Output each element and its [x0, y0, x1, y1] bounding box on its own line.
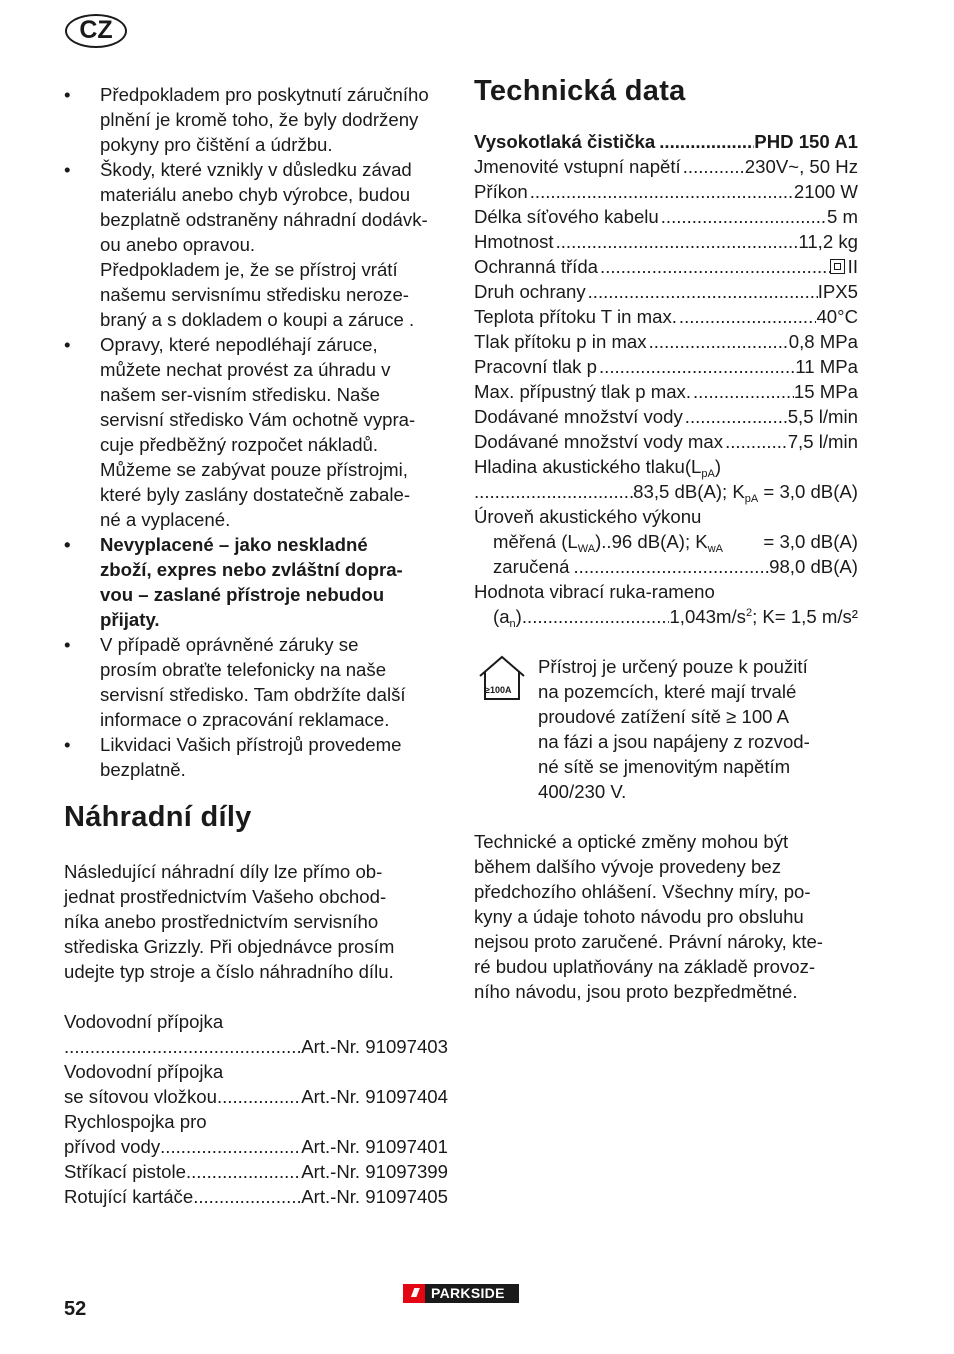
spec-row — [474, 329, 858, 354]
bullet-dot: • — [64, 159, 71, 180]
text-line: našemu servisnímu středisku neroze- — [100, 284, 409, 305]
text-line: střediska Grizzly. Při objednávce prosím — [64, 936, 395, 957]
spec-label: Druh ochrany — [474, 281, 586, 302]
text-line: servisní středisko. Tam obdržíte další — [100, 684, 406, 705]
text-line: Nevyplacené – jako neskladné — [100, 534, 368, 555]
text-line: Předpokladem je, že se přístroj vrátí — [100, 259, 398, 280]
spec-row — [474, 279, 858, 304]
part-name: přívod vody — [64, 1136, 161, 1157]
spec-value: 11 MPa — [795, 356, 858, 377]
sound-pressure-row: ..... 83,5 dB(A); $K_{pA} = 3,0$ dB(A) — [474, 479, 858, 504]
text-line: kyny a údaje tohoto návodu pro obsluhu — [474, 906, 804, 927]
bullet-item — [64, 82, 448, 157]
text-line: 400/230 V. — [538, 781, 627, 802]
spec-value: 7,5 l/min — [787, 431, 858, 452]
spec-row — [474, 204, 858, 229]
spec-value: 15 MPa — [793, 381, 858, 402]
part-row — [64, 1034, 448, 1059]
spec-value: 230V~, 50 Hz — [744, 156, 858, 177]
right-column — [474, 74, 858, 1004]
spec-row — [474, 179, 858, 204]
spec-value-text: II — [847, 256, 858, 277]
spec-label: Max. přípustný tlak p max. — [474, 381, 692, 402]
text-line: předchozího ohlášení. Všechny míry, po- — [474, 881, 811, 902]
text-line: V případě oprávněné záruky se — [100, 634, 359, 655]
spec-label: Příkon — [474, 181, 528, 202]
part-name: Rotující kartáče — [64, 1186, 194, 1207]
sound-pressure-label: Hladina akustického $tlaku(L_{pA})$ — [474, 456, 722, 480]
text-line: zboží, expres nebo zvláštní dopra- — [100, 559, 403, 580]
text-line: nejsou proto zaručené. Právní nároky, kte- — [474, 931, 823, 952]
spec-label: Dodávané množství vody — [474, 406, 683, 427]
part-name: se sítovou vložkou — [64, 1086, 217, 1107]
text-line: Likvidaci Vašich přístrojů provedeme — [100, 734, 402, 755]
logo-stripes: //// — [403, 1284, 425, 1303]
text-line: Předpokladem pro poskytnutí záručního — [100, 84, 429, 105]
part-row — [64, 1184, 448, 1209]
text-line: cuje předběžný rozpočet nákladů. — [100, 434, 379, 455]
text-line: přijaty. — [100, 609, 160, 630]
part-art-number: Art.-Nr. 91097403 — [301, 1036, 448, 1057]
part-art-number: Art.-Nr. 91097401 — [301, 1136, 448, 1157]
text-line: Přístroj je určený pouze k použití — [538, 656, 808, 677]
text-line: během dalšího vývoje provedeny bez — [474, 856, 781, 877]
bullet-item — [64, 632, 448, 732]
parkside-logo — [403, 1284, 519, 1303]
text-line: ré budou uplatňovány na základě provoz- — [474, 956, 816, 977]
language-badge: CZ — [65, 14, 127, 48]
spec-row — [474, 304, 858, 329]
text-line: né sítě se jmenovitým napětím — [538, 756, 791, 777]
spec-value — [830, 254, 858, 279]
text-line: servisní středisko Vám ochotně vypra- — [100, 409, 416, 430]
part-art-number: Art.-Nr. 91097405 — [301, 1186, 448, 1207]
spec-row — [474, 404, 858, 429]
spec-row — [474, 154, 858, 179]
part-row — [64, 1134, 448, 1159]
spec-label: Teplota přítoku T in max. — [474, 306, 677, 327]
spec-value: 0,8 MPa — [788, 331, 858, 352]
text-line: pokyny pro čištění a údržbu. — [100, 134, 333, 155]
spec-value: 5,5 l/min — [787, 406, 858, 427]
text-line: Následující náhradní díly lze přímo ob- — [64, 861, 383, 882]
grid-requirement-note — [474, 654, 858, 804]
guaranteed-row: zaručená ..... 98,0 dB(A) — [474, 554, 858, 579]
text-line: prosím obraťte telefonicky na naše — [100, 659, 387, 680]
house-icon-label: ≥100A — [485, 685, 512, 695]
warranty-bullet-list — [64, 82, 448, 782]
text-line: bezplatně. — [100, 759, 186, 780]
spec-value: 5 m — [827, 206, 858, 227]
text-line: Technické a optické změny mohou být — [474, 831, 789, 852]
spec-row — [474, 354, 858, 379]
text-line: na pozemcích, které mají trvalé — [538, 681, 797, 702]
spec-label: Hmotnost — [474, 231, 554, 252]
spec-value: IPX5 — [817, 281, 858, 302]
spec-label: Tlak přítoku p in max — [474, 331, 647, 352]
text-line: Vodovodní přípojka — [64, 1011, 224, 1032]
house-icon — [474, 654, 538, 804]
bullet-item — [64, 332, 448, 532]
device-label: Vysokotlaká čistička — [474, 131, 656, 152]
text-line: které byly zaslány dostatečně zabale- — [100, 484, 411, 505]
spec-value: 40°C — [816, 306, 858, 327]
bullet-dot: • — [64, 734, 71, 755]
spare-parts-intro — [64, 859, 448, 984]
text-line: vou – zaslané přístroje nebudou — [100, 584, 385, 605]
text-line: Rychlospojka pro — [64, 1111, 207, 1132]
text-line: Opravy, které nepodléhají záruce, — [100, 334, 378, 355]
part-name: Stříkací pistole — [64, 1161, 186, 1182]
left-column — [64, 82, 448, 1209]
text-line: můžete nechat provést za úhradu v — [100, 359, 391, 380]
text-line: udejte typ stroje a číslo náhradního dílu. — [64, 961, 394, 982]
text-line: jednat prostřednictvím Vašeho obchod- — [64, 886, 387, 907]
text-line: informace o zpracování reklamace. — [100, 709, 390, 730]
text-line: Vodovodní přípojka — [64, 1061, 224, 1082]
sound-power-label: Úroveň akustického výkonu — [474, 506, 702, 527]
logo-brand: PARKSIDE — [431, 1285, 505, 1301]
text-line: Škody, které vznikly v důsledku závad — [100, 159, 412, 180]
text-line: materiálu anebo chyb výrobce, budou — [100, 184, 411, 205]
spec-row — [474, 429, 858, 454]
disclaimer-text — [474, 829, 858, 1004]
text-line: proudové zatížení sítě ≥ 100 A — [538, 706, 790, 727]
text-line: Můžeme se zabývat pouze přístrojmi, — [100, 459, 408, 480]
device-model: PHD 150 A1 — [754, 131, 858, 152]
bullet-item — [64, 732, 448, 782]
spec-label: Pracovní tlak p — [474, 356, 597, 377]
measured-row: měřená $(L_{WA})..96$ dB(A); $K_{wA}$ = 3,0 dB(A) — [493, 531, 858, 555]
part-row — [64, 1084, 448, 1109]
vibration-label: Hodnota vibrací ruka-rameno — [474, 581, 715, 602]
part-art-number: Art.-Nr. 91097404 — [301, 1086, 448, 1107]
page-number: 52 — [64, 1298, 87, 1320]
spec-value: 11,2 kg — [798, 231, 858, 252]
text-line: níka anebo prostřednictvím servisního — [64, 911, 379, 932]
spec-label: Jmenovité vstupní napětí — [474, 156, 681, 177]
bullet-dot: • — [64, 634, 71, 655]
part-art-number: Art.-Nr. 91097399 — [301, 1161, 448, 1182]
text-line: našem ser-visním středisku. Naše — [100, 384, 381, 405]
spec-row — [474, 229, 858, 254]
protection-class-ii-icon — [830, 259, 845, 274]
bullet-dot: • — [64, 534, 71, 555]
vibration-row: $(a_n)$ ..... $1,043m/s^2$; K= 1,5 m/s² — [474, 604, 858, 629]
grid-requirement-text — [538, 654, 810, 804]
spec-label: Dodávané množství vody max — [474, 431, 724, 452]
text-line: na fázi a jsou napájeny z rozvod- — [538, 731, 810, 752]
part-row — [64, 1159, 448, 1184]
bullet-item — [64, 532, 448, 632]
text-line: bezplatně odstraněny náhradní dodávk- — [100, 209, 428, 230]
parts-list — [64, 1009, 448, 1209]
bullet-dot: • — [64, 334, 71, 355]
spare-parts-title: Náhradní díly — [64, 801, 252, 833]
spec-label: Délka síťového kabelu — [474, 206, 659, 227]
bullet-dot: • — [64, 84, 71, 105]
spec-list — [474, 154, 858, 454]
spec-label: Ochranná třída — [474, 256, 599, 277]
text-line: ního návodu, jsou proto bezpředmětné. — [474, 981, 798, 1002]
text-line: né a vyplacené. — [100, 509, 231, 530]
technical-data-title: Technická data — [474, 75, 686, 107]
spec-row — [474, 254, 858, 279]
text-line: plnění je kromě toho, že byly dodrženy — [100, 109, 419, 130]
spec-value: 2100 W — [793, 181, 858, 202]
text-line: braný a s dokladem o koupi a záruce . — [100, 309, 415, 330]
bullet-item — [64, 157, 448, 332]
spec-row — [474, 379, 858, 404]
text-line: ou anebo opravou. — [100, 234, 256, 255]
device-row — [474, 129, 858, 154]
